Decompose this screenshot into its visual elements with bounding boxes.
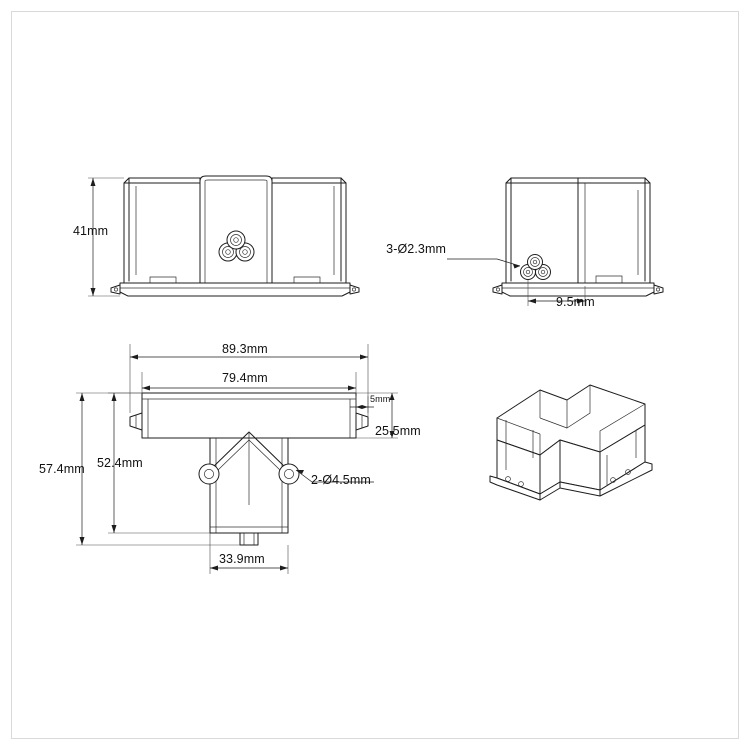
- top-inner-depth-label: 52.4mm: [97, 456, 143, 470]
- top-mount-holes-label: 2-Ø4.5mm: [311, 473, 371, 487]
- top-mount-hole-right: [279, 464, 299, 484]
- top-body-depth-label: 25.5mm: [375, 424, 421, 438]
- top-branch-width-label: 33.9mm: [219, 552, 265, 566]
- top-overall-depth-label: 57.4mm: [39, 462, 85, 476]
- top-overall-width-label: 89.3mm: [222, 342, 268, 356]
- top-inner-width-label: 79.4mm: [222, 371, 268, 385]
- top-mount-hole-left: [199, 464, 219, 484]
- side-hole-callout-label: 3-Ø2.3mm: [386, 242, 446, 256]
- front-view-geometry: [111, 176, 359, 296]
- iso-view-geometry: [490, 385, 652, 500]
- front-height-label: 41mm: [73, 224, 109, 238]
- top-tab-thickness-label: 5mm: [370, 394, 391, 404]
- side-width-label: 9.5mm: [556, 295, 595, 309]
- side-view-geometry: [493, 178, 663, 296]
- top-view-geometry: [130, 393, 368, 545]
